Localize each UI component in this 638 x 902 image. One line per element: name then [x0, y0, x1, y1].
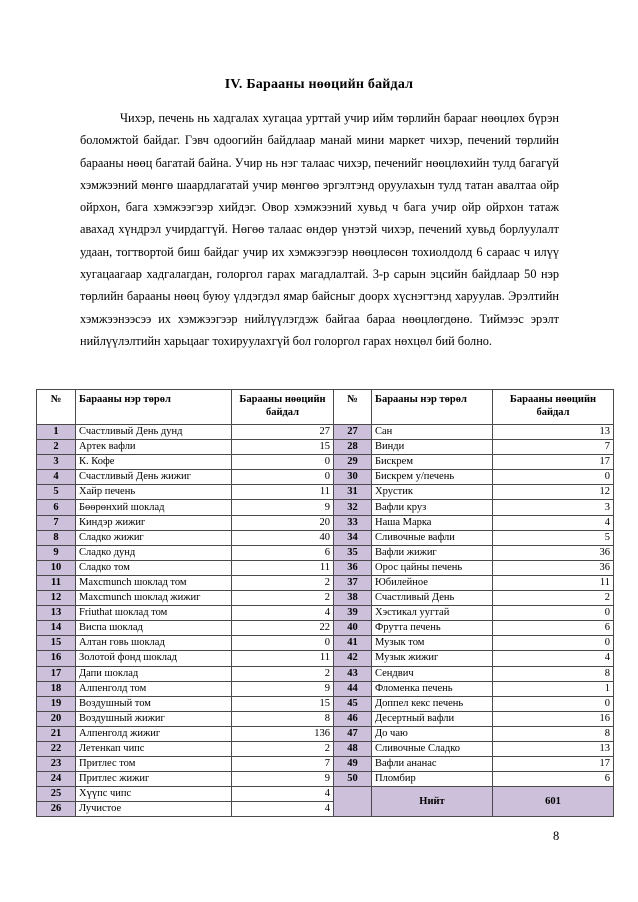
table-row: [37, 772, 614, 787]
product-name: Орос цайны печень: [372, 560, 493, 575]
stock-value: 9: [232, 681, 334, 696]
row-number: 19: [37, 696, 76, 711]
product-name: Алпенголд жижиг: [76, 726, 232, 741]
product-name: Воздушный жижиг: [76, 711, 232, 726]
stock-value: 2: [232, 741, 334, 756]
product-name: Золотой фонд шоклад: [76, 651, 232, 666]
row-number: 27: [334, 425, 372, 440]
product-name: Пломбир: [372, 772, 493, 787]
product-name: Maxcmunch шоклад жижиг: [76, 591, 232, 606]
row-number: 50: [334, 772, 372, 787]
stock-value: 0: [232, 455, 334, 470]
total-spacer: [334, 787, 372, 817]
row-number: 47: [334, 726, 372, 741]
product-name: Хэстикал уугтай: [372, 606, 493, 621]
row-number: 38: [334, 591, 372, 606]
row-number: 5: [37, 485, 76, 500]
stock-value: 5: [493, 530, 614, 545]
table-row: [37, 485, 614, 500]
stock-value: 2: [232, 591, 334, 606]
product-name: Музык том: [372, 636, 493, 651]
row-number: 39: [334, 606, 372, 621]
row-number: 45: [334, 696, 372, 711]
row-number: 46: [334, 711, 372, 726]
row-number: 6: [37, 500, 76, 515]
stock-value: 3: [493, 500, 614, 515]
row-number: 14: [37, 621, 76, 636]
stock-value: 13: [493, 741, 614, 756]
product-name: Винди: [372, 440, 493, 455]
product-name: Алтан говь шоклад: [76, 636, 232, 651]
table-row: [37, 636, 614, 651]
table-row: [37, 681, 614, 696]
product-name: Сендвич: [372, 666, 493, 681]
stock-value: 6: [493, 772, 614, 787]
row-number: 24: [37, 772, 76, 787]
stock-value: 27: [232, 425, 334, 440]
table-row: [37, 711, 614, 726]
stock-value: 0: [232, 636, 334, 651]
stock-value: 11: [232, 485, 334, 500]
stock-value: 8: [493, 666, 614, 681]
row-number: 15: [37, 636, 76, 651]
row-number: 44: [334, 681, 372, 696]
table-row: [37, 515, 614, 530]
inventory-table: [36, 389, 614, 817]
product-name: Бөөрөнхий шоклад: [76, 500, 232, 515]
product-name: Хайр печень: [76, 485, 232, 500]
product-name: Музык жижиг: [372, 651, 493, 666]
stock-value: 12: [493, 485, 614, 500]
header-stock-status: Барааны нөөцийн байдал: [493, 390, 614, 425]
table-header-row: [37, 390, 614, 425]
table-row: [37, 666, 614, 681]
table-row: [37, 621, 614, 636]
product-name: Сливочные Сладко: [372, 741, 493, 756]
table-row: [37, 545, 614, 560]
product-name: Доппел кекс печень: [372, 696, 493, 711]
table-row: [37, 575, 614, 590]
product-name: Притлес том: [76, 757, 232, 772]
stock-value: 8: [493, 726, 614, 741]
product-name: Бискрем: [372, 455, 493, 470]
product-name: Хрустик: [372, 485, 493, 500]
row-number: 10: [37, 560, 76, 575]
product-name: Счастливый День жижиг: [76, 470, 232, 485]
stock-value: 0: [493, 470, 614, 485]
product-name: Бискрем у/печень: [372, 470, 493, 485]
stock-value: 6: [493, 621, 614, 636]
product-name: До чаю: [372, 726, 493, 741]
row-number: 21: [37, 726, 76, 741]
product-name: Вафли ананас: [372, 757, 493, 772]
stock-value: 6: [232, 545, 334, 560]
stock-value: 4: [493, 515, 614, 530]
stock-value: 17: [493, 455, 614, 470]
product-name: Счастливый День: [372, 591, 493, 606]
product-name: Сладко дунд: [76, 545, 232, 560]
table-row: [37, 560, 614, 575]
product-name: Сливочные вафли: [372, 530, 493, 545]
table-row: [37, 651, 614, 666]
header-number: №: [334, 390, 372, 425]
product-name: Сладко том: [76, 560, 232, 575]
product-name: Воздушный том: [76, 696, 232, 711]
stock-value: 4: [232, 802, 334, 817]
row-number: 12: [37, 591, 76, 606]
table-row: [37, 757, 614, 772]
stock-value: 36: [493, 545, 614, 560]
table-row: [37, 726, 614, 741]
total-label: Нийт: [372, 787, 493, 817]
row-number: 43: [334, 666, 372, 681]
stock-value: 15: [232, 696, 334, 711]
header-product-name: Барааны нэр төрөл: [76, 390, 232, 425]
stock-value: 7: [232, 757, 334, 772]
product-name: Артек вафли: [76, 440, 232, 455]
stock-value: 20: [232, 515, 334, 530]
row-number: 11: [37, 575, 76, 590]
header-number: №: [37, 390, 76, 425]
row-number: 23: [37, 757, 76, 772]
product-name: Десертный вафли: [372, 711, 493, 726]
row-number: 33: [334, 515, 372, 530]
row-number: 20: [37, 711, 76, 726]
table-row: [37, 500, 614, 515]
table-row: [37, 591, 614, 606]
row-number: 17: [37, 666, 76, 681]
row-number: 36: [334, 560, 372, 575]
table-row: [37, 425, 614, 440]
row-number: 37: [334, 575, 372, 590]
row-number: 26: [37, 802, 76, 817]
row-number: 18: [37, 681, 76, 696]
product-name: Наша Марка: [372, 515, 493, 530]
row-number: 8: [37, 530, 76, 545]
row-number: 16: [37, 651, 76, 666]
stock-value: 11: [232, 560, 334, 575]
section-title: IV. Барааны нөөцийн байдал: [224, 77, 414, 92]
product-name: Киндэр жижиг: [76, 515, 232, 530]
row-number: 42: [334, 651, 372, 666]
product-name: Фломенка печень: [372, 681, 493, 696]
stock-value: 136: [232, 726, 334, 741]
product-name: Лучистое: [76, 802, 232, 817]
header-product-name: Барааны нэр төрөл: [372, 390, 493, 425]
row-number: 35: [334, 545, 372, 560]
total-value: 601: [493, 787, 614, 817]
header-stock-status: Барааны нөөцийн байдал: [232, 390, 334, 425]
stock-value: 36: [493, 560, 614, 575]
row-number: 34: [334, 530, 372, 545]
stock-value: 4: [232, 787, 334, 802]
row-number: 41: [334, 636, 372, 651]
row-number: 48: [334, 741, 372, 756]
table-row: [37, 470, 614, 485]
stock-value: 16: [493, 711, 614, 726]
stock-value: 0: [493, 696, 614, 711]
stock-value: 11: [232, 651, 334, 666]
product-name: Летенкап чипс: [76, 741, 232, 756]
product-name: Вафли круз: [372, 500, 493, 515]
product-name: Friuthat шоклад том: [76, 606, 232, 621]
row-number: 7: [37, 515, 76, 530]
table-row: [37, 440, 614, 455]
stock-value: 2: [232, 666, 334, 681]
stock-value: 4: [493, 651, 614, 666]
table-row: [37, 455, 614, 470]
stock-value: 40: [232, 530, 334, 545]
stock-value: 11: [493, 575, 614, 590]
stock-value: 7: [493, 440, 614, 455]
table-row: [37, 606, 614, 621]
row-number: 4: [37, 470, 76, 485]
row-number: 13: [37, 606, 76, 621]
product-name: Maxcmunch шоклад том: [76, 575, 232, 590]
row-number: 9: [37, 545, 76, 560]
product-name: Юбилейное: [372, 575, 493, 590]
stock-value: 2: [493, 591, 614, 606]
stock-value: 13: [493, 425, 614, 440]
row-number: 25: [37, 787, 76, 802]
stock-value: 22: [232, 621, 334, 636]
row-number: 2: [37, 440, 76, 455]
row-number: 29: [334, 455, 372, 470]
stock-value: 2: [232, 575, 334, 590]
stock-value: 17: [493, 757, 614, 772]
row-number: 3: [37, 455, 76, 470]
row-number: 28: [334, 440, 372, 455]
stock-value: 0: [493, 606, 614, 621]
product-name: Дапи шоклад: [76, 666, 232, 681]
stock-value: 0: [232, 470, 334, 485]
stock-value: 15: [232, 440, 334, 455]
row-number: 1: [37, 425, 76, 440]
product-name: Фрутта печень: [372, 621, 493, 636]
product-name: Вафли жижиг: [372, 545, 493, 560]
table-row: [37, 530, 614, 545]
row-number: 49: [334, 757, 372, 772]
row-number: 30: [334, 470, 372, 485]
table-row: [37, 741, 614, 756]
stock-value: 9: [232, 772, 334, 787]
stock-value: 0: [493, 636, 614, 651]
stock-value: 4: [232, 606, 334, 621]
table-row: [37, 787, 614, 802]
row-number: 32: [334, 500, 372, 515]
stock-value: 9: [232, 500, 334, 515]
product-name: Притлес жижиг: [76, 772, 232, 787]
stock-value: 1: [493, 681, 614, 696]
stock-value: 8: [232, 711, 334, 726]
product-name: Сладко жижиг: [76, 530, 232, 545]
row-number: 31: [334, 485, 372, 500]
product-name: Сан: [372, 425, 493, 440]
product-name: К. Кофе: [76, 455, 232, 470]
product-name: Хүүпс чипс: [76, 787, 232, 802]
product-name: Алпенголд том: [76, 681, 232, 696]
page-number: 8: [553, 829, 560, 843]
row-number: 40: [334, 621, 372, 636]
product-name: Виспа шоклад: [76, 621, 232, 636]
product-name: Счастливый День дунд: [76, 425, 232, 440]
row-number: 22: [37, 741, 76, 756]
table-row: [37, 696, 614, 711]
body-paragraph: Чихэр, печень нь хадгалах хугацаа урттай учир ийм төрлийн барааг нөөцлөх бүрэн боломжтой байдаг. Гэвч одоогийн байдлаар манай мини маркет чихэр, печений төрлийн барааны нөөц багатай байна. Учир нь нэг талаас чихэр, печенийг нөөцлөхийн тулд багагүй хэмжээний мөнгө шаардлагатай учир мөнгөө эргэлтэнд оруулахын тулд татан авалтаа ойр ойрхон, бага хэмжээгээр хийдэг. Овор хэмжээний хувьд ч бага учир ойр ойрхон татаж авахад хүндрэл учирдаггүй. Нөгөө талаас өндөр үнэтэй чихэр, печений хувьд борлуулалт удаан, тогтвортой биш байдаг учир их хэмжээгээр нөөцлөсөн тохиолдолд 6 сараас ч илүү хугацаагаар хадгалагдан, голоргол гарах магадлалтай. 3-р сарын эцсийн байдлаар 50 нэр төрлийн барааны нөөц буюу үлдэгдэл ямар байсныг доорх хүснэгтэнд харуулав. Эрэлтийн хэмжээнээсээ их хэмжээгээр нийлүүлэгдэж байгаа бараа нөөцлөгдөнө. Тиймээс эрэлт нийлүүлэлтийн харьцааг тохируулахгүй бол голоргол гарах нөхцөл бий болно.: [80, 111, 559, 348]
